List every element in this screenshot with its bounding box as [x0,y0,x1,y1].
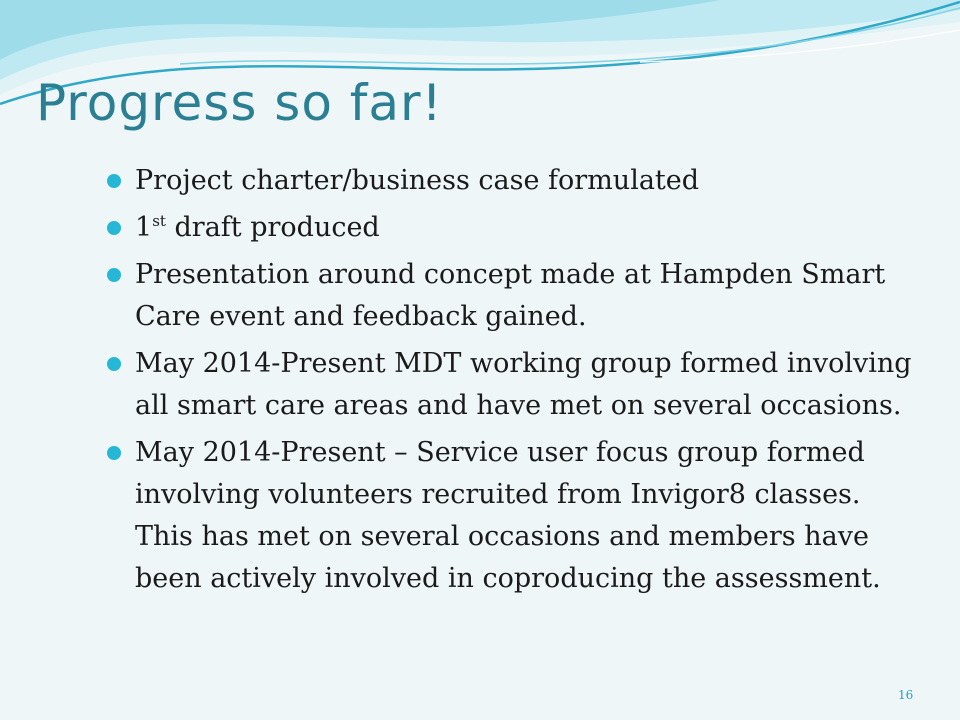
bullet-item [104,254,924,338]
bullet-superscript: st [152,212,166,230]
bullet-text: Presentation around concept made at Hampden Smart Care event and feedback gained. [135,259,886,332]
bullet-item [104,207,924,249]
bullet-text: May 2014-Present MDT working group formed involving all smart care areas and have met on several occasions. [135,348,912,421]
bullet-item [104,343,924,427]
bullet-text: Project charter/business case formulated [135,165,700,196]
bullet-item [104,160,924,202]
bullet-text: May 2014-Present – Service user focus group formed involving volunteers recruited from Invigor8 classes. This has met on several occasions and members have been actively involved in coproducing the assessment. [135,437,881,594]
bullet-dot-icon [107,357,121,371]
bullet-dot-icon [107,174,121,188]
bullet-dot-icon [107,221,121,235]
slide-number: 16 [898,688,914,702]
bullet-prefix: 1 [135,212,153,243]
bullet-dot-icon [107,268,121,282]
bullet-text: draft produced [165,212,380,243]
bullet-list [104,160,924,605]
bullet-item [104,432,924,600]
slide-title: Progress so far! [36,74,443,132]
bullet-dot-icon [107,446,121,460]
